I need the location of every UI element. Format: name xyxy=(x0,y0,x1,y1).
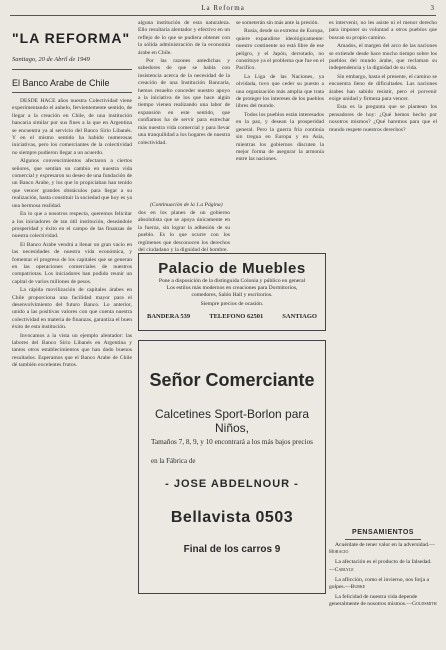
ad-senor-sizes: Tamaños 7, 8, 9, y 10 encontrará a los más bajos precios xyxy=(151,438,313,446)
col4-paragraph: Sin embargo, hasta el presente, el camino se encuentra lleno de dificultades. Las naciones árabes han sabido resistir, pero el porvenir exige unidad y firmeza para vencer. xyxy=(329,73,437,103)
ad-palacio-de-muebles xyxy=(138,253,326,331)
col3-paragraph: La Liga de las Naciones, ya olvidada, tuvo que ceder su puesto a una organización más amplia que trata de proteger los intereses de los pueblos libres del mundo. xyxy=(236,73,324,110)
col3-paragraph: Todos los pueblos están interesados en la paz, y desean la prosperidad general. Pero la guerra fría continúa sin tregua en Europa y en Asia, mientras los gobiernos discuten la mejor forma de asegurar la armonía entre las naciones. xyxy=(236,111,324,163)
article-column-4 xyxy=(329,20,437,525)
pensamiento-item xyxy=(329,542,437,556)
publication-name: La Reforma xyxy=(201,4,245,12)
pensamiento-item xyxy=(329,559,437,573)
ad-senor-title: Señor Comerciante xyxy=(149,370,315,390)
ad-palacio-line: Siempre precios de ocasión. xyxy=(200,301,264,307)
col4-paragraph: es intervenir, no les asiste ni el menor derecho para imponer su voluntad a otros pueblos que buscan su propio camino. xyxy=(329,20,437,41)
col1-paragraph: Invocamos a la vista un ejemplo alentador: las labores del Banco Sirio Libanés en Argentina y tantos otros establecimientos que han dado buenos resultados. Esperamos que el Banco Arabe de Chile dé también excelentes frutos. xyxy=(12,332,132,369)
ad-palacio-contact xyxy=(147,313,317,320)
pensamientos-title: PENSAMIENTOS xyxy=(352,529,414,536)
pensamientos-list xyxy=(329,542,437,612)
pensamiento-author: Horacio xyxy=(329,549,349,556)
masthead-rule xyxy=(12,69,132,70)
col4-paragraph: Amados, el margen del arco de las naciones se extiende desde hace mucho tiempo sobre los pueblos del mundo árabe, que reclaman su independencia y la dignidad de su vida. xyxy=(329,43,437,72)
ad-senor-comerciante xyxy=(138,340,326,594)
ad-senor-final: Final de los carros 9 xyxy=(183,544,281,555)
masthead-title: "LA REFORMA" xyxy=(12,30,131,46)
pensamiento-text: La aflicción, como el invierno, nos forja a golpes.— xyxy=(329,576,429,591)
ad-palacio-address: BANDERA 539 xyxy=(147,313,191,320)
col1-paragraph: DESDE HACE años nuestra Colectividad viene experimentando el anhelo, fervientemente sentido, de llegar a la creación en Chile, de una institución bancaria similar por sus fines a la que en Argentina se encuentra ya al servicio del Banco Sirio Libanés. Y en el mismo sentido ha habido numerosas iniciativas, pero los comerciantes de la colectividad no siempre pudieron llegar a un acuerdo. xyxy=(12,98,132,156)
pensamiento-text: La afectación es el producto de la falsedad.— xyxy=(329,559,432,573)
ad-palacio-title: Palacio de Muebles xyxy=(158,260,306,277)
pensamiento-item xyxy=(329,577,437,591)
ad-palacio-phone: TELEFONO 62501 xyxy=(209,313,264,320)
ad-senor-factory: en la Fábrica de xyxy=(151,457,196,465)
article-column-1 xyxy=(12,98,132,643)
ad-palacio-city: SANTIAGO xyxy=(282,313,317,320)
ad-palacio-line: Los estilos más modernos en creaciones para Dormitorios, xyxy=(166,285,298,291)
header-rule xyxy=(10,15,436,16)
pensamiento-author: Burke xyxy=(350,584,366,591)
continuation-note: (Continuación de la 1.a Página) xyxy=(150,202,223,208)
pensamiento-author: Goldsmith xyxy=(411,601,437,608)
section-rule xyxy=(12,92,132,93)
pensamiento-text: La felicidad de nuestra vida depende generalmente de nosotros mismos.— xyxy=(329,594,418,608)
col1-paragraph: Algunos convencimientos afectaron a ciertos señores, que sentían un cambio en nuestra vida comercial y expresaron su deseo de una fundación de un Banco Arabe, y los que lo propiciaban han tenido que vencer grandes obstáculos para llegar a su realización, hasta constituir la sociedad que hoy es ya una hermosa realidad. xyxy=(12,158,132,209)
col1-paragraph: La rápida movilización de capitales árabes en Chile proporciona una facilidad mayor para el desenvolvimiento del futuro Banco. Lo anterior, unido a las positivas valores con que cuenta nuestra colectividad en materia de finanzas, garantiza el buen éxito de esta institución. xyxy=(12,287,132,331)
masthead-date: Santiago, 20 de Abril de 1949 xyxy=(12,56,90,63)
pensamientos-rule xyxy=(345,539,421,540)
running-head xyxy=(10,4,436,14)
article-column-2-bottom xyxy=(138,210,230,254)
article-column-2-top xyxy=(138,20,230,198)
pensamiento-text: Acuérdate de tener valor en la adversidad.— xyxy=(335,542,435,548)
col3-paragraph: se someterán sin más ante la presión. xyxy=(236,20,319,26)
col2-paragraph: dos en los planes de un gobierno absolutista que se apoya únicamente en la fuerza, sin lograr la adhesión de su pueblo. Es lo que ocurre con los regímenes que desconocen los derechos del ciudadano y la dignidad del hombre. xyxy=(138,210,230,254)
ad-palacio-line: Pone a disposición de la distinguida Colonia y público en general xyxy=(158,278,306,284)
ad-senor-subtitle: Calcetines Sport-Borlon para Niños, xyxy=(154,407,310,435)
pensamiento-author: Carlyle xyxy=(334,566,354,573)
ad-senor-name: - JOSE ABDELNOUR - xyxy=(165,478,299,490)
ad-palacio-line: comedores, Salón Hall y escritorios. xyxy=(191,292,273,298)
col3-paragraph: Rusia, desde su extremo de Europa, quiere expandirse ideológicamente: nuestro continente no está libre de ese peligro, y el Japón, derrotado, no constituye ya el problema que fue en el Pacífico. xyxy=(236,28,325,72)
col1-paragraph: En lo que a nosotros respecta, queremos felicitar a los iniciadores de tan útil institución, deseándole prosperidad y éxito en el campo de las finanzas de nuestra colectividad. xyxy=(12,211,132,240)
page-number: 3 xyxy=(430,4,434,12)
pensamiento-item xyxy=(329,594,437,608)
ad-senor-street: Bellavista 0503 xyxy=(170,509,294,526)
col4-paragraph: Esta es la pregunta que se plantean los pensadores de hoy: ¿Qué hemos hecho por nosotros mismos? ¿Qué haremos para que el mundo respete nuestros derechos? xyxy=(329,104,437,133)
article-column-3 xyxy=(236,20,324,250)
col1-paragraph: El Banco Arabe vendrá a llenar un gran vacío en las necesidades de nuestra vida económica, y fomentar el progreso de los capitales que se generan en las operaciones comerciales de nuestros compatriotas. Los iniciadores han podido reunir un capital de varios millones de pesos. xyxy=(12,241,132,285)
col2-paragraph: Por las razones antedichas y sabedores de que se habla con insistencia acerca de la necesidad de la creación de una Institución Bancaria, hemos resuelto conceder nuestro apoyo a la iniciativa de los que hace algún tiempo vienen realizando una labor de expansión en este sentido, que confiamos ha de servir para estrechar más nuestra vida comercial y para llevar una tranquilidad a los hogares de nuestra colectividad. xyxy=(138,58,230,146)
col2-paragraph: alguna institución de esta naturaleza. Ello resultaría alentador y efectivo en un reflejo de lo que se pudiera obtener con la sólida administración de la economía árabe en Chile. xyxy=(138,20,230,56)
section-title: El Banco Arabe de Chile xyxy=(12,78,110,88)
